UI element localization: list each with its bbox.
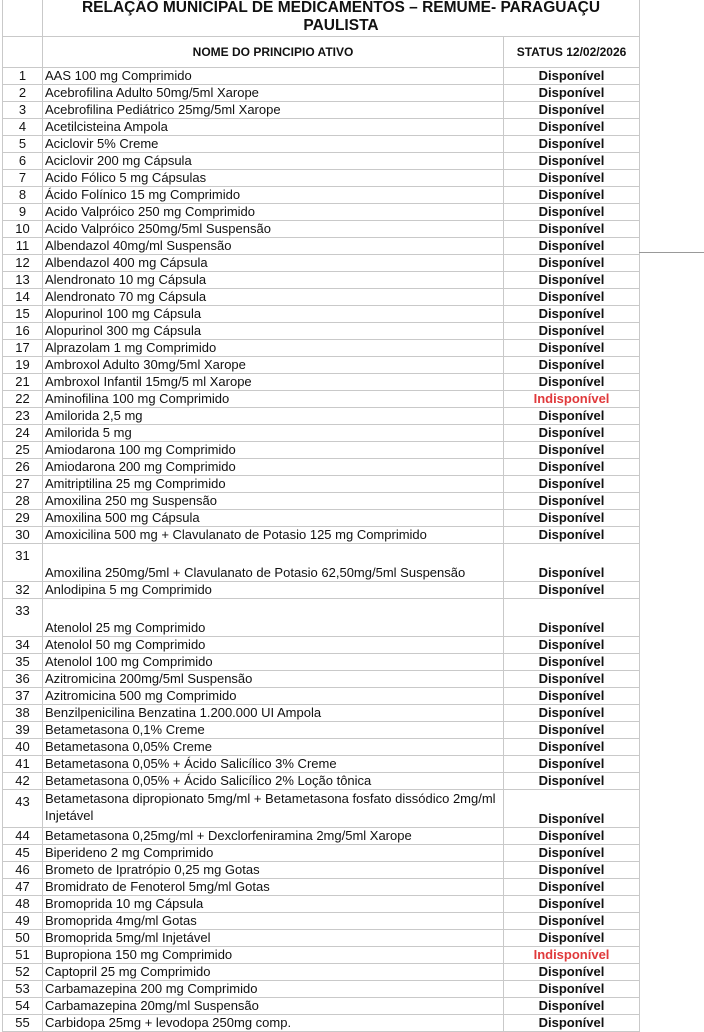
- table-row: [3, 896, 640, 913]
- table-row: [3, 68, 640, 85]
- table-row: [3, 408, 640, 425]
- medication-name: Betametasona 0,25mg/ml + Dexclorfeniramina 2mg/5ml Xarope: [43, 828, 504, 845]
- row-number: 13: [3, 272, 43, 289]
- table-row: [3, 459, 640, 476]
- medication-name: Ambroxol Adulto 30mg/5ml Xarope: [43, 357, 504, 374]
- medication-name: Bromidrato de Fenoterol 5mg/ml Gotas: [43, 879, 504, 896]
- medication-name: Alopurinol 100 mg Cápsula: [43, 306, 504, 323]
- table-row: [3, 1015, 640, 1032]
- status-available: Disponível: [504, 459, 640, 476]
- status-available: Disponível: [504, 862, 640, 879]
- table-row: [3, 442, 640, 459]
- table-row: [3, 654, 640, 671]
- row-number: 6: [3, 153, 43, 170]
- column-header-status: STATUS 12/02/2026: [504, 37, 640, 68]
- row-number: 29: [3, 510, 43, 527]
- table-row: [3, 221, 640, 238]
- medication-name: Amiodarona 100 mg Comprimido: [43, 442, 504, 459]
- row-number: 48: [3, 896, 43, 913]
- table-row: [3, 599, 640, 637]
- row-number: 52: [3, 964, 43, 981]
- table-row: [3, 998, 640, 1015]
- row-number: 22: [3, 391, 43, 408]
- status-available: Disponível: [504, 289, 640, 306]
- table-row: [3, 705, 640, 722]
- status-available: Disponível: [504, 476, 640, 493]
- row-number: 44: [3, 828, 43, 845]
- column-header-number: [3, 37, 43, 68]
- medication-name: Albendazol 400 mg Cápsula: [43, 255, 504, 272]
- medication-name: Captopril 25 mg Comprimido: [43, 964, 504, 981]
- title-row: [3, 0, 640, 37]
- medication-name: Betametasona 0,05% + Ácido Salicílico 3% Creme: [43, 756, 504, 773]
- medication-name: Carbamazepina 200 mg Comprimido: [43, 981, 504, 998]
- medication-name: Atenolol 100 mg Comprimido: [43, 654, 504, 671]
- medication-name: Amilorida 5 mg: [43, 425, 504, 442]
- medication-name: Acebrofilina Adulto 50mg/5ml Xarope: [43, 85, 504, 102]
- row-number: 12: [3, 255, 43, 272]
- column-header-row: [3, 37, 640, 68]
- medication-name: Betametasona dipropionato 5mg/ml + Betametasona fosfato dissódico 2mg/ml Injetável: [43, 790, 504, 828]
- column-header-name: NOME DO PRINCIPIO ATIVO: [43, 37, 504, 68]
- row-number: 8: [3, 187, 43, 204]
- status-available: Disponível: [504, 544, 640, 582]
- table-row: [3, 170, 640, 187]
- status-available: Disponível: [504, 722, 640, 739]
- medication-rows: [3, 68, 640, 1032]
- row-number: 51: [3, 947, 43, 964]
- status-available: Disponível: [504, 493, 640, 510]
- table-row: [3, 544, 640, 582]
- medication-name: Betametasona 0,05% Creme: [43, 739, 504, 756]
- row-number: 14: [3, 289, 43, 306]
- row-number: 47: [3, 879, 43, 896]
- medication-name: Carbidopa 25mg + levodopa 250mg comp.: [43, 1015, 504, 1032]
- status-available: Disponível: [504, 773, 640, 790]
- row-number: 40: [3, 739, 43, 756]
- status-available: Disponível: [504, 408, 640, 425]
- status-available: Disponível: [504, 136, 640, 153]
- row-number: 42: [3, 773, 43, 790]
- status-available: Disponível: [504, 340, 640, 357]
- medication-name: Bromoprida 4mg/ml Gotas: [43, 913, 504, 930]
- row-number: 34: [3, 637, 43, 654]
- row-number: 2: [3, 85, 43, 102]
- document-title: RELAÇÃO MUNICIPAL DE MEDICAMENTOS – REMUME- PARAGUAÇU PAULISTA: [43, 0, 640, 37]
- medication-name: Azitromicina 200mg/5ml Suspensão: [43, 671, 504, 688]
- status-available: Disponível: [504, 68, 640, 85]
- status-available: Disponível: [504, 930, 640, 947]
- table-row: [3, 340, 640, 357]
- row-number: 49: [3, 913, 43, 930]
- status-available: Disponível: [504, 85, 640, 102]
- status-available: Disponível: [504, 510, 640, 527]
- table-row: [3, 357, 640, 374]
- table-row: [3, 323, 640, 340]
- status-available: Disponível: [504, 204, 640, 221]
- table-row: [3, 862, 640, 879]
- row-number: 36: [3, 671, 43, 688]
- table-row: [3, 238, 640, 255]
- row-number: 45: [3, 845, 43, 862]
- status-available: Disponível: [504, 153, 640, 170]
- table-row: [3, 930, 640, 947]
- table-row: [3, 510, 640, 527]
- row-number: 50: [3, 930, 43, 947]
- row-number: 35: [3, 654, 43, 671]
- table-row: [3, 964, 640, 981]
- row-number: 15: [3, 306, 43, 323]
- status-available: Disponível: [504, 119, 640, 136]
- row-number: 33: [3, 599, 43, 637]
- status-unavailable: Indisponível: [504, 947, 640, 964]
- row-number: 4: [3, 119, 43, 136]
- table-row: [3, 187, 640, 204]
- medication-name: Alopurinol 300 mg Cápsula: [43, 323, 504, 340]
- medication-name: Acido Fólico 5 mg Cápsulas: [43, 170, 504, 187]
- medication-name: Acido Valpróico 250 mg Comprimido: [43, 204, 504, 221]
- row-number: 21: [3, 374, 43, 391]
- table-row: [3, 102, 640, 119]
- table-row: [3, 493, 640, 510]
- status-available: Disponível: [504, 272, 640, 289]
- row-number: 37: [3, 688, 43, 705]
- table-row: [3, 739, 640, 756]
- row-number: 30: [3, 527, 43, 544]
- medication-list-sheet: [2, 0, 639, 1032]
- table-row: [3, 476, 640, 493]
- medication-name: Azitromicina 500 mg Comprimido: [43, 688, 504, 705]
- table-row: [3, 981, 640, 998]
- medication-name: Bromoprida 5mg/ml Injetável: [43, 930, 504, 947]
- status-available: Disponível: [504, 828, 640, 845]
- table-row: [3, 637, 640, 654]
- table-row: [3, 879, 640, 896]
- medication-name: Betametasona 0,1% Creme: [43, 722, 504, 739]
- row-number: 17: [3, 340, 43, 357]
- status-available: Disponível: [504, 187, 640, 204]
- row-number: 7: [3, 170, 43, 187]
- status-available: Disponível: [504, 654, 640, 671]
- medication-name: Atenolol 25 mg Comprimido: [43, 599, 504, 637]
- table-row: [3, 722, 640, 739]
- status-available: Disponível: [504, 964, 640, 981]
- row-number: 27: [3, 476, 43, 493]
- table-row: [3, 828, 640, 845]
- row-number: 9: [3, 204, 43, 221]
- table-row: [3, 272, 640, 289]
- table-row: [3, 289, 640, 306]
- medication-name: Ambroxol Infantil 15mg/5 ml Xarope: [43, 374, 504, 391]
- status-available: Disponível: [504, 170, 640, 187]
- medication-name: Biperideno 2 mg Comprimido: [43, 845, 504, 862]
- table-row: [3, 790, 640, 828]
- table-row: [3, 119, 640, 136]
- status-unavailable: Indisponível: [504, 391, 640, 408]
- status-available: Disponível: [504, 705, 640, 722]
- medication-name: AAS 100 mg Comprimido: [43, 68, 504, 85]
- status-available: Disponível: [504, 255, 640, 272]
- title-row-number-cell: [3, 0, 43, 37]
- medication-name: Amoxilina 250mg/5ml + Clavulanato de Potasio 62,50mg/5ml Suspensão: [43, 544, 504, 582]
- status-available: Disponível: [504, 896, 640, 913]
- table-row: [3, 947, 640, 964]
- status-available: Disponível: [504, 599, 640, 637]
- status-available: Disponível: [504, 879, 640, 896]
- table-row: [3, 255, 640, 272]
- row-number: 3: [3, 102, 43, 119]
- status-available: Disponível: [504, 357, 640, 374]
- table-row: [3, 671, 640, 688]
- status-available: Disponível: [504, 238, 640, 255]
- medication-name: Amoxicilina 500 mg + Clavulanato de Potasio 125 mg Comprimido: [43, 527, 504, 544]
- medication-name: Alendronato 10 mg Cápsula: [43, 272, 504, 289]
- medication-name: Ácido Folínico 15 mg Comprimido: [43, 187, 504, 204]
- status-available: Disponível: [504, 102, 640, 119]
- status-available: Disponível: [504, 913, 640, 930]
- status-available: Disponível: [504, 374, 640, 391]
- medication-name: Anlodipina 5 mg Comprimido: [43, 582, 504, 599]
- medication-name: Bupropiona 150 mg Comprimido: [43, 947, 504, 964]
- medication-name: Benzilpenicilina Benzatina 1.200.000 UI Ampola: [43, 705, 504, 722]
- row-number: 46: [3, 862, 43, 879]
- medication-name: Brometo de Ipratrópio 0,25 mg Gotas: [43, 862, 504, 879]
- medication-name: Atenolol 50 mg Comprimido: [43, 637, 504, 654]
- medication-name: Aciclovir 5% Creme: [43, 136, 504, 153]
- table-row: [3, 582, 640, 599]
- status-available: Disponível: [504, 425, 640, 442]
- status-available: Disponível: [504, 221, 640, 238]
- table-row: [3, 527, 640, 544]
- table-row: [3, 153, 640, 170]
- row-number: 32: [3, 582, 43, 599]
- table-row: [3, 913, 640, 930]
- row-number: 41: [3, 756, 43, 773]
- row-number: 10: [3, 221, 43, 238]
- row-number: 53: [3, 981, 43, 998]
- status-available: Disponível: [504, 739, 640, 756]
- status-available: Disponível: [504, 323, 640, 340]
- stray-border-line: [639, 252, 704, 253]
- medication-name: Amoxilina 500 mg Cápsula: [43, 510, 504, 527]
- medication-name: Albendazol 40mg/ml Suspensão: [43, 238, 504, 255]
- medication-name: Acido Valpróico 250mg/5ml Suspensão: [43, 221, 504, 238]
- table-row: [3, 136, 640, 153]
- row-number: 43: [3, 790, 43, 828]
- table-row: [3, 773, 640, 790]
- medication-name: Amoxilina 250 mg Suspensão: [43, 493, 504, 510]
- table-row: [3, 85, 640, 102]
- row-number: 28: [3, 493, 43, 510]
- table-row: [3, 391, 640, 408]
- medication-name: Alprazolam 1 mg Comprimido: [43, 340, 504, 357]
- row-number: 31: [3, 544, 43, 582]
- table-row: [3, 756, 640, 773]
- row-number: 54: [3, 998, 43, 1015]
- row-number: 23: [3, 408, 43, 425]
- medication-name: Acetilcisteina Ampola: [43, 119, 504, 136]
- table-row: [3, 306, 640, 323]
- table-row: [3, 204, 640, 221]
- medication-name: Aciclovir 200 mg Cápsula: [43, 153, 504, 170]
- row-number: 55: [3, 1015, 43, 1032]
- status-available: Disponível: [504, 671, 640, 688]
- medication-name: Bromoprida 10 mg Cápsula: [43, 896, 504, 913]
- status-available: Disponível: [504, 637, 640, 654]
- medication-name: Carbamazepina 20mg/ml Suspensão: [43, 998, 504, 1015]
- row-number: 25: [3, 442, 43, 459]
- row-number: 1: [3, 68, 43, 85]
- row-number: 5: [3, 136, 43, 153]
- status-available: Disponível: [504, 790, 640, 828]
- row-number: 24: [3, 425, 43, 442]
- table-row: [3, 425, 640, 442]
- row-number: 26: [3, 459, 43, 476]
- status-available: Disponível: [504, 998, 640, 1015]
- status-available: Disponível: [504, 845, 640, 862]
- medication-name: Betametasona 0,05% + Ácido Salicílico 2% Loção tônica: [43, 773, 504, 790]
- table-row: [3, 688, 640, 705]
- table-row: [3, 845, 640, 862]
- medication-name: Amiodarona 200 mg Comprimido: [43, 459, 504, 476]
- table-row: [3, 374, 640, 391]
- status-available: Disponível: [504, 306, 640, 323]
- row-number: 39: [3, 722, 43, 739]
- status-available: Disponível: [504, 1015, 640, 1032]
- medication-name: Acebrofilina Pediátrico 25mg/5ml Xarope: [43, 102, 504, 119]
- status-available: Disponível: [504, 981, 640, 998]
- status-available: Disponível: [504, 582, 640, 599]
- row-number: 38: [3, 705, 43, 722]
- row-number: 16: [3, 323, 43, 340]
- status-available: Disponível: [504, 527, 640, 544]
- row-number: 19: [3, 357, 43, 374]
- medication-name: Amilorida 2,5 mg: [43, 408, 504, 425]
- row-number: 11: [3, 238, 43, 255]
- status-available: Disponível: [504, 688, 640, 705]
- medication-name: Amitriptilina 25 mg Comprimido: [43, 476, 504, 493]
- medication-name: Alendronato 70 mg Cápsula: [43, 289, 504, 306]
- status-available: Disponível: [504, 756, 640, 773]
- status-available: Disponível: [504, 442, 640, 459]
- medication-table: [2, 0, 640, 1032]
- medication-name: Aminofilina 100 mg Comprimido: [43, 391, 504, 408]
